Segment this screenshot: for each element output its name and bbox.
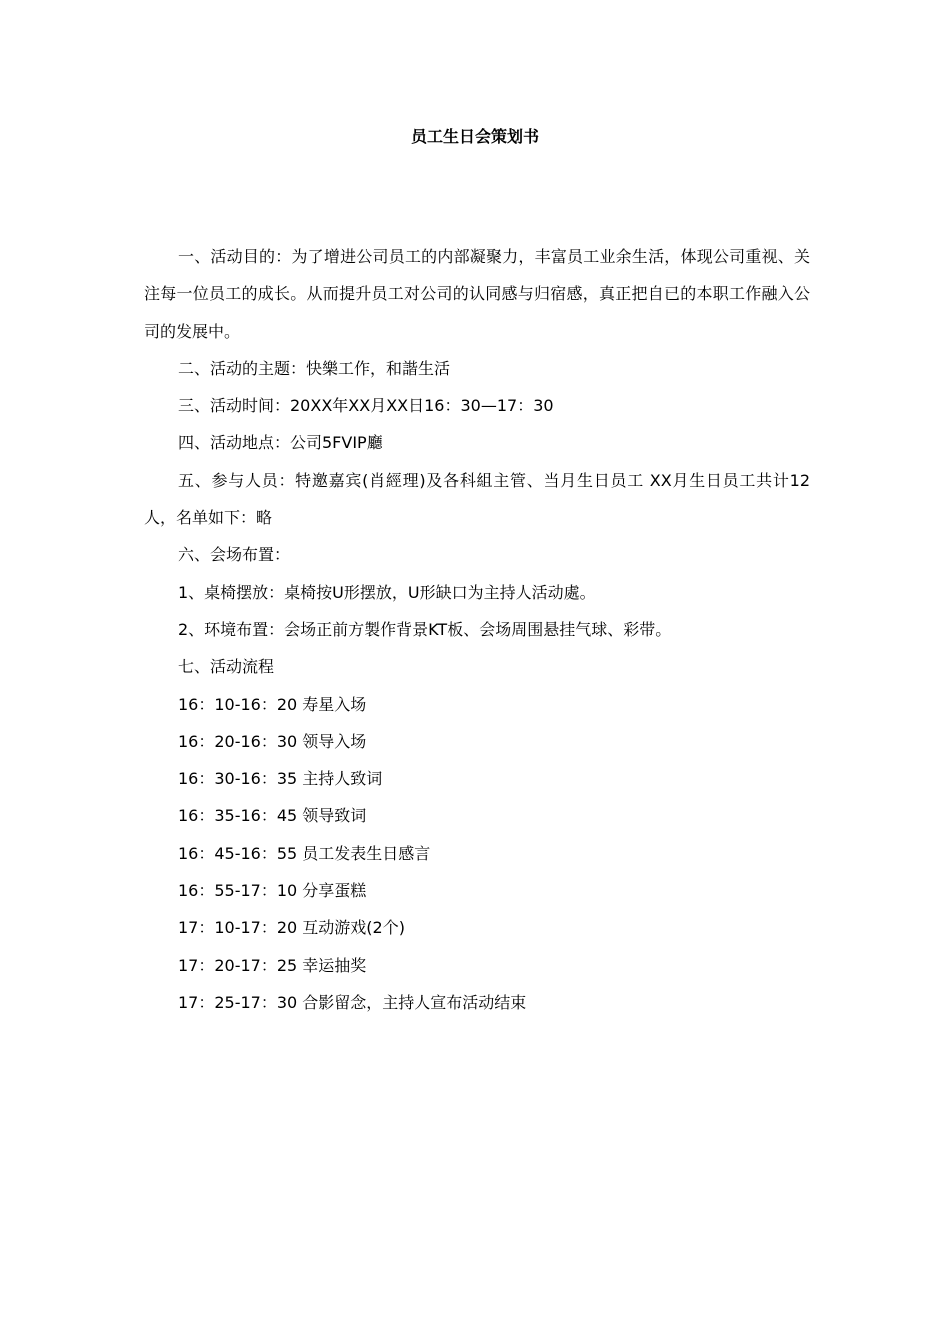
schedule-item: 16：30-16：35 主持人致词 bbox=[178, 769, 383, 789]
schedule-item: 16：20-16：30 领导入场 bbox=[178, 731, 367, 751]
schedule-item: 17：20-17：25 幸运抽奖 bbox=[178, 955, 367, 975]
paragraph-venue-layout: 六、会场布置： bbox=[178, 545, 291, 565]
paragraph-theme: 二、活动的主题：快樂工作，和諧生活 bbox=[178, 358, 451, 378]
schedule-item: 17：10-17：20 互动游戏(2个) bbox=[178, 918, 405, 938]
paragraph-purpose: 一、活动目的：为了增进公司员工的内部凝聚力，丰富员工业余生活，体现公司重视、关注每一位员工的成长。从而提升员工对公司的认同感与归宿感，真正把自已的本职工作融入公司的发展中。 bbox=[144, 247, 810, 341]
document-title: 员工生日会策划书 bbox=[410, 127, 539, 146]
paragraph-decoration: 2、环境布置：会场正前方製作背景KT板、会场周围悬挂气球、彩带。 bbox=[178, 619, 672, 639]
paragraph-seating: 1、桌椅摆放：桌椅按U形摆放，U形缺口为主持人活动處。 bbox=[178, 582, 596, 602]
schedule-item: 16：55-17：10 分享蛋糕 bbox=[178, 881, 367, 901]
schedule-item: 17：25-17：30 合影留念，主持人宣布活动结束 bbox=[178, 992, 527, 1012]
document-body bbox=[144, 238, 810, 1021]
paragraph-time: 三、活动时间：20XX年XX月XX日16：30—17：30 bbox=[178, 396, 554, 416]
paragraph-process: 七、活动流程 bbox=[178, 657, 275, 677]
paragraph-location: 四、活动地点：公司5FVIP廳 bbox=[178, 433, 383, 453]
schedule-item: 16：45-16：55 员工发表生日感言 bbox=[178, 843, 431, 863]
schedule-item: 16：10-16：20 寿星入场 bbox=[178, 694, 367, 714]
paragraph-participants: 五、参与人员：特邀嘉宾(肖經理)及各科組主管、当月生日员工 XX月生日员工共计12人，名单如下：略 bbox=[144, 470, 810, 528]
schedule-item: 16：35-16：45 领导致词 bbox=[178, 806, 367, 826]
